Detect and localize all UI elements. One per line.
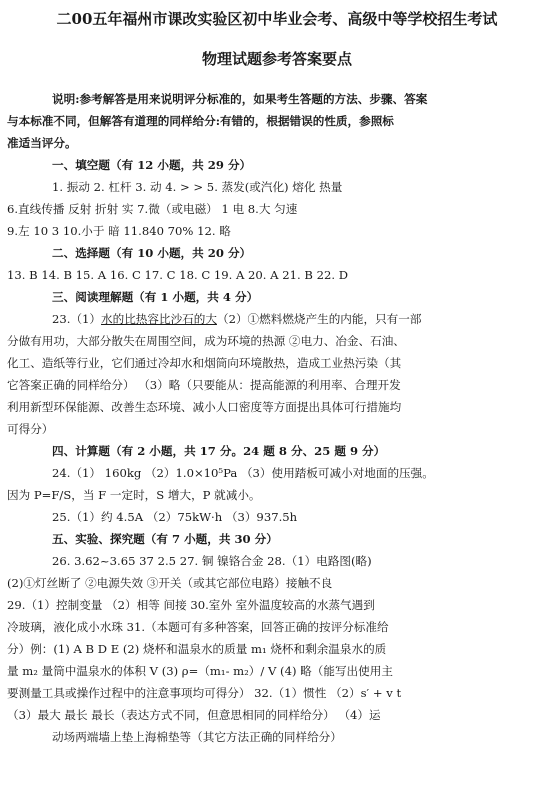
s5-line-2: (2)①灯丝断了 ②电源失效 ③开关（或其它部位电路）接触不良 [7, 576, 333, 590]
s5-line-1: 26. 3.62~3.65 37 2.5 27. 铜 镍铬合金 28.（1）电路图(略) [52, 554, 372, 568]
s3-line-4: 它答案正确的同样给分） （3）略（只要能从：提高能源的利用率、合理开发 [7, 378, 401, 392]
s5-line-8: （3）最大 最长 最长（表达方式不同，但意思相同的同样给分） （4）运 [7, 708, 381, 722]
s5-line-5: 分）例：(1) A B D E (2) 烧杯和温泉水的质量 m₁ 烧杯和剩余温泉水的质 [7, 642, 387, 656]
q23-prefix: 23.（1） [52, 312, 102, 326]
note-line-1: 说明:参考解答是用来说明评分标准的，如果考生答题的方法、步骤、答案 [52, 92, 428, 106]
section4-heading: 四、计算题（有 2 小题，共 17 分。24 题 8 分、25 题 9 分） [52, 444, 386, 458]
s2-answers: 13. B 14. B 15. A 16. C 17. C 18. C 19. A 20. A 21. B 22. D [7, 268, 348, 282]
s5-line-7: 要测量工具或操作过程中的注意事项均可得分） 32.（1）惯性 （2）s′ + v t [7, 686, 402, 700]
s3-line-5: 利用新型环保能源、改善生态环境、减小人口密度等方面提出具体可行措施均 [7, 400, 402, 414]
q23-underlined-answer: 水的比热容比沙石的大 [101, 312, 217, 326]
s1-line-3: 9.左 10 3 10.小于 暗 11.840 70% 12. 略 [7, 224, 231, 238]
s5-line-9: 动场两端墙上垫上海棉垫等（其它方法正确的同样给分） [52, 730, 342, 744]
doc-title: 二00五年福州市课改实验区初中毕业会考、高级中等学校招生考试 [56, 10, 498, 28]
s3-line-6: 可得分） [7, 422, 54, 436]
q23-suffix: （2）①燃料燃烧产生的内能，只有一部 [216, 312, 422, 326]
s1-line-1: 1. 振动 2. 杠杆 3. 动 4. > > 5. 蒸发(或汽化) 熔化 热量 [52, 180, 343, 194]
section3-heading: 三、阅读理解题（有 1 小题，共 4 分） [52, 290, 259, 304]
s5-line-6: 量 m₂ 量筒中温泉水的体积 V (3) ρ=（m₁- m₂）/ V (4) 略（能写出使用主 [7, 664, 393, 678]
s4-line-2: 因为 P=F/S，当 F 一定时，S 增大，P 就减小。 [7, 488, 261, 502]
s5-line-4: 冷玻璃，液化成小水珠 31.（本题可有多种答案，回答正确的按评分标准给 [7, 620, 389, 634]
note-line-2: 与本标准不同，但解答有道理的同样给分:有错的，根据错误的性质，参照标 [7, 114, 394, 128]
s4-line-3: 25.（1）约 4.5A （2）75kW·h （3）937.5h [52, 510, 298, 524]
section5-heading: 五、实验、探究题（有 7 小题，共 30 分） [52, 532, 278, 546]
s1-line-2: 6.直线传播 反射 折射 实 7.微（或电磁） 1 电 8.大 匀速 [7, 202, 298, 216]
note-line-3: 准适当评分。 [7, 136, 77, 150]
s5-line-3: 29.（1）控制变量 （2）相等 间接 30.室外 室外温度较高的水蒸气遇到 [7, 598, 375, 612]
section1-heading: 一、填空题（有 12 小题，共 29 分） [52, 158, 252, 172]
s3-line-1 [0, 310, 554, 328]
s3-line-2: 分做有用功，大部分散失在周围空间，成为环境的热源 ②电力、冶金、石油、 [7, 334, 405, 348]
s4-line-1: 24.（1） 160kg （2）1.0×10⁵Pa （3）使用踏板可减小对地面的压强。 [52, 466, 434, 480]
doc-subtitle: 物理试题参考答案要点 [201, 50, 352, 68]
s3-line-3: 化工、造纸等行业，它们通过冷却水和烟筒向环境散热，造成工业热污染（其 [7, 356, 402, 370]
section2-heading: 二、选择题（有 10 小题，共 20 分） [52, 246, 252, 260]
